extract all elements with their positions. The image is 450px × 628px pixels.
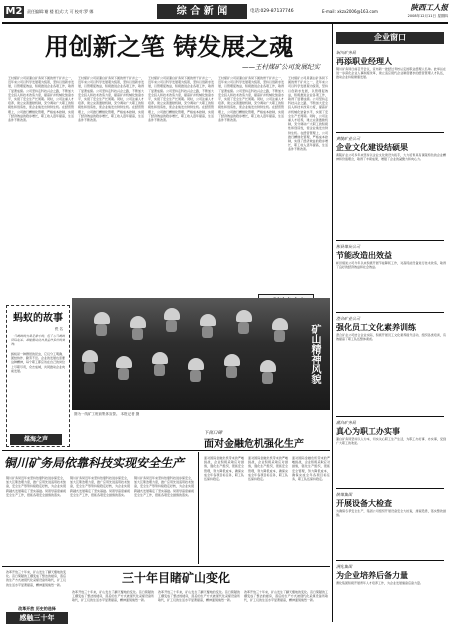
essay-body: 蚂蚁是一种群居的昆虫，它们分工明确、团结协作、勤劳不息。企业的发展也需要这种精神，每个职工都应该在自己的岗位上尽职尽责，众志成城，共同推动企业向前发展。 bbox=[11, 352, 65, 373]
sidebar-item-body: 铜川矿务局日前召开会议，宣布新一批经过考核认定的职业经理人名单。此举旨在进一步深化企业人事制度改革，建立适应现代企业制度要求的经营管理人才队伍，推动企业持续健康发展。 bbox=[336, 67, 446, 80]
lead-body-col2: 王村煤矿公司是蒲白矿务局下属的骨干矿井之一，近年来公司以科学发展观为统领，坚持以创新求发展，以管理促效益，积极推进企业各项工作，取得了显著成绩。公司坚持走科技兴企之路，不断加大安全投入和技术改造力度，提高矿井机械化装备水平，实现了安全生产长周期。同时，公司注重人才培养，建立完善激励机制，充分调动广大职工的积极性和创造性，使企业焕发出勃勃生机。在经营管理上，公司推行精细化管理，严格成本控制，实现了经济效益的稳步增长，职工收入逐年提高，生活条件不断改善。 bbox=[78, 76, 144, 123]
finance-body-col1: 面对国际金融危机带来的严峻挑战，企业积极采取应对措施，强化生产组织，狠抓安全管理，努力降低成本，确保完成全年各项目标任务，职工队伍保持稳定。 bbox=[204, 456, 244, 482]
sidebar-item bbox=[336, 50, 446, 128]
bottom-headline: 三十年目睹矿山变化 bbox=[121, 571, 230, 585]
sidebar-item-title: 企业文化建设结硕果 bbox=[336, 143, 408, 152]
sidebar-item-title: 为企业培养后备力量 bbox=[336, 571, 408, 580]
safety-body-col2: 铜川矿务局近年来坚持依靠科技进步保安全，加大瓦斯治理力度，推广应用先进适用技术装备，安全生产形势持续稳定好转，为企业实现跨越式发展奠定了坚实基础。局领导高度重视安全生产工作，狠抓各项安全措施的落实。 bbox=[70, 476, 130, 497]
sidebar-item-source: 黄陵矿业公司 bbox=[336, 136, 360, 141]
safety-headline: 铜川矿务局依靠科技实现安全生产 bbox=[4, 456, 185, 470]
essay-intro: 一只蚂蚁的力量是渺小的，但千万只蚂蚁团结起来，却能搬动比自身重许多倍的食物。 bbox=[11, 334, 65, 347]
sidebar-item-body: 蒲白矿务局坚持以人为本，切实关心职工生产生活，为职工办好事、办实事，受到广大职工的欢迎。 bbox=[336, 437, 446, 446]
safety-body-col3: 铜川矿务局近年来坚持依靠科技进步保安全，加大瓦斯治理力度，推广应用先进适用技术装备，安全生产形势持续稳定好转，为企业实现跨越式发展奠定了坚实基础。局领导高度重视安全生产工作，狠抓各项安全措施的落实。 bbox=[134, 476, 194, 497]
finance-headline: 面对金融危机强化生产 bbox=[204, 439, 304, 450]
section-tag: 综 合 新 闻 bbox=[157, 4, 247, 19]
bottom-body-col2: 改革开放三十年来，矿山发生了翻天覆地的变化。昔日简陋的工棚变成了整洁的楼房，落后的生产方式被现代化采煤设备所取代，矿工们的生活水平显著提高，精神面貌焕然一新。 bbox=[158, 590, 240, 603]
sidebar-item-body: 渭化集团积极开展青年人才培养工作，为企业发展储备后备力量。 bbox=[336, 581, 424, 585]
lead-body-col5: 王村煤矿公司是蒲白矿务局下属的骨干矿井之一，近年来公司以科学发展观为统领，坚持以创新求发展，以管理促效益，积极推进企业各项工作，取得了显著成绩。公司坚持走科技兴企之路，不断加大安全投入和技术改造力度，提高矿井机械化装备水平，实现了安全生产长周期。同时，公司注重人才培养，建立完善激励机制，充分调动广大职工的积极性和创造性，使企业焕发出勃勃生机。在经营管理上，公司推行精细化管理，严格成本控制，实现了经济效益的稳步增长，职工收入逐年提高，生活条件不断改善。 bbox=[288, 76, 328, 152]
editor-info: 责任编辑:谢 楼 组式:大 可 校对:罗 娜 bbox=[27, 9, 94, 14]
page-number: M2 bbox=[5, 6, 23, 17]
sidebar-item-source: 陕煤集团 bbox=[336, 492, 352, 497]
issue-weekday: 星期四 bbox=[437, 14, 448, 18]
phone: 电话:029-87137746 bbox=[250, 9, 294, 14]
email: E-mail: xkzx2006@163.com bbox=[322, 9, 378, 14]
sidebar-divider bbox=[336, 416, 444, 417]
sidebar-divider bbox=[336, 488, 444, 489]
sidebar-divider bbox=[336, 560, 444, 561]
sidebar-item-source: 渭化集团 bbox=[336, 564, 352, 569]
sidebar-divider bbox=[336, 132, 444, 133]
sidebar-item bbox=[336, 420, 446, 484]
miners-photo bbox=[72, 298, 330, 410]
sidebar-item-source: 彬县煤炭公司 bbox=[336, 244, 360, 249]
safety-body-col1: 铜川矿务局近年来坚持依靠科技进步保安全，加大瓦斯治理力度，推广应用先进适用技术装备，安全生产形势持续稳定好转，为企业实现跨越式发展奠定了坚实基础。局领导高度重视安全生产工作，狠抓各项安全措施的落实。 bbox=[6, 476, 66, 497]
sidebar-item bbox=[336, 564, 446, 624]
bottom-body-col1: 改革开放三十年来，矿山发生了翻天覆地的变化。昔日简陋的工棚变成了整洁的楼房，落后的生产方式被现代化采煤设备所取代，矿工们的生活水平显著提高，精神面貌焕然一新。 bbox=[72, 590, 154, 603]
bottom-body-left: 改革开放三十年来，矿山发生了翻天覆地的变化。昔日简陋的工棚变成了整洁的楼房，落后的生产方式被现代化采煤设备所取代，矿工们的生活水平显著提高，精神面貌焕然一新。 bbox=[6, 570, 66, 587]
issue-date: 2008年12月11日 bbox=[407, 14, 436, 18]
section-rule bbox=[2, 566, 330, 567]
sidebar-item bbox=[336, 244, 446, 308]
finance-body-col3: 面对国际金融危机带来的严峻挑战，企业积极采取应对措施，强化生产组织，狠抓安全管理，努力降低成本，确保完成全年各项目标任务，职工队伍保持稳定。 bbox=[292, 456, 330, 482]
finance-kicker: 下岗口碑 bbox=[204, 431, 222, 436]
lead-body-col3: 王村煤矿公司是蒲白矿务局下属的骨干矿井之一，近年来公司以科学发展观为统领，坚持以创新求发展，以管理促效益，积极推进企业各项工作，取得了显著成绩。公司坚持走科技兴企之路，不断加大安全投入和技术改造力度，提高矿井机械化装备水平，实现了安全生产长周期。同时，公司注重人才培养，建立完善激励机制，充分调动广大职工的积极性和创造性，使企业焕发出勃勃生机。在经营管理上，公司推行精细化管理，严格成本控制，实现了经济效益的稳步增长，职工收入逐年提高，生活条件不断改善。 bbox=[148, 76, 214, 123]
photo-caption: 图为一线矿工班前集体宣誓。 本报记者 摄 bbox=[74, 412, 140, 416]
finance-body-col2: 面对国际金融危机带来的严峻挑战，企业积极采取应对措施，强化生产组织，狠抓安全管理，努力降低成本，确保完成全年各项目标任务，职工队伍保持稳定。 bbox=[248, 456, 288, 482]
sidebar-item bbox=[336, 492, 446, 556]
masthead bbox=[0, 0, 450, 24]
lead-body-col1: 王村煤矿公司是蒲白矿务局下属的骨干矿井之一，近年来公司以科学发展观为统领，坚持以创新求发展，以管理促效益，积极推进企业各项工作，取得了显著成绩。公司坚持走科技兴企之路，不断加大安全投入和技术改造力度，提高矿井机械化装备水平，实现了安全生产长周期。同时，公司注重人才培养，建立完善激励机制，充分调动广大职工的积极性和创造性，使企业焕发出勃勃生机。在经营管理上，公司推行精细化管理，严格成本控制，实现了经济效益的稳步增长，职工收入逐年提高，生活条件不断改善。 bbox=[8, 76, 74, 123]
sidebar-item-title: 强化员工文化素养训练 bbox=[336, 323, 416, 332]
lead-headline: 用创新之笔 铸发展之魂 bbox=[44, 32, 294, 61]
anniversary-banner bbox=[6, 606, 68, 626]
sidebar-item-title: 开展设备大检查 bbox=[336, 499, 392, 508]
column-rule bbox=[198, 452, 199, 564]
sidebar-item-body: 彬县煤炭公司今年以来积极开展节能降耗工作，对高耗能设备进行技术改造，取得了良好的经济效益和社会效益。 bbox=[336, 261, 446, 270]
sidebar-divider bbox=[336, 240, 444, 241]
sidebar-item-source: 铜川矿务局 bbox=[336, 50, 356, 55]
sidebar-item-title: 再添职业经理人 bbox=[336, 57, 392, 66]
sidebar-item-body: 澄合矿业公司结合企业实际，积极开展员工文化素养提升活动，组织各类培训，有效提高了职工队伍整体素质。 bbox=[336, 333, 446, 342]
sidebar-item-body: 黄陵矿业公司多年来坚持以企业文化建设为抓手，大力培育具有黄陵特色的企业精神和价值理念，取得了丰硕成果，增强了企业的凝聚力和向心力。 bbox=[336, 153, 446, 162]
sidebar-item bbox=[336, 136, 446, 236]
sidebar-item-source: 澄合矿业公司 bbox=[336, 316, 360, 321]
sidebar-item-title: 真心为职工办实事 bbox=[336, 427, 400, 436]
lead-subhead: ——王村煤矿公司发展纪实 bbox=[242, 63, 320, 71]
essay-title: 蚂蚁的故事 bbox=[13, 313, 63, 324]
essay-box bbox=[6, 305, 70, 447]
lead-body-col4: 王村煤矿公司是蒲白矿务局下属的骨干矿井之一，近年来公司以科学发展观为统领，坚持以创新求发展，以管理促效益，积极推进企业各项工作，取得了显著成绩。公司坚持走科技兴企之路，不断加大安全投入和技术改造力度，提高矿井机械化装备水平，实现了安全生产长周期。同时，公司注重人才培养，建立完善激励机制，充分调动广大职工的积极性和创造性，使企业焕发出勃勃生机。在经营管理上，公司推行精细化管理，严格成本控制，实现了经济效益的稳步增长，职工收入逐年提高，生活条件不断改善。 bbox=[218, 76, 284, 123]
sidebar-rule bbox=[332, 24, 333, 622]
paper-name: 陕西工人报 bbox=[410, 3, 448, 12]
sidebar-divider bbox=[336, 312, 444, 313]
masthead-rule bbox=[2, 22, 448, 24]
sidebar-header: 企业窗口 bbox=[336, 32, 444, 44]
essay-author: 佚 名 bbox=[54, 327, 63, 331]
sidebar-item-body: 为确保冬季安全生产，集团公司组织开展设备安全大检查，排查隐患，落实整改措施。 bbox=[336, 509, 446, 518]
photo-overlay-title: 矿山精神风貌 bbox=[309, 324, 320, 384]
anniversary-banner-bottom: 感触三十年 bbox=[6, 612, 68, 624]
anniversary-banner-top: 改革开放 历史的选择 bbox=[18, 606, 56, 611]
essay-tag: 煤海之声 bbox=[10, 434, 62, 445]
bottom-body-col3: 改革开放三十年来，矿山发生了翻天覆地的变化。昔日简陋的工棚变成了整洁的楼房，落后的生产方式被现代化采煤设备所取代，矿工们的生活水平显著提高，精神面貌焕然一新。 bbox=[244, 590, 328, 603]
sidebar-item-source: 蒲白矿务局 bbox=[336, 420, 356, 425]
sidebar-item-title: 节能改造出效益 bbox=[336, 251, 392, 260]
sidebar-item bbox=[336, 316, 446, 412]
